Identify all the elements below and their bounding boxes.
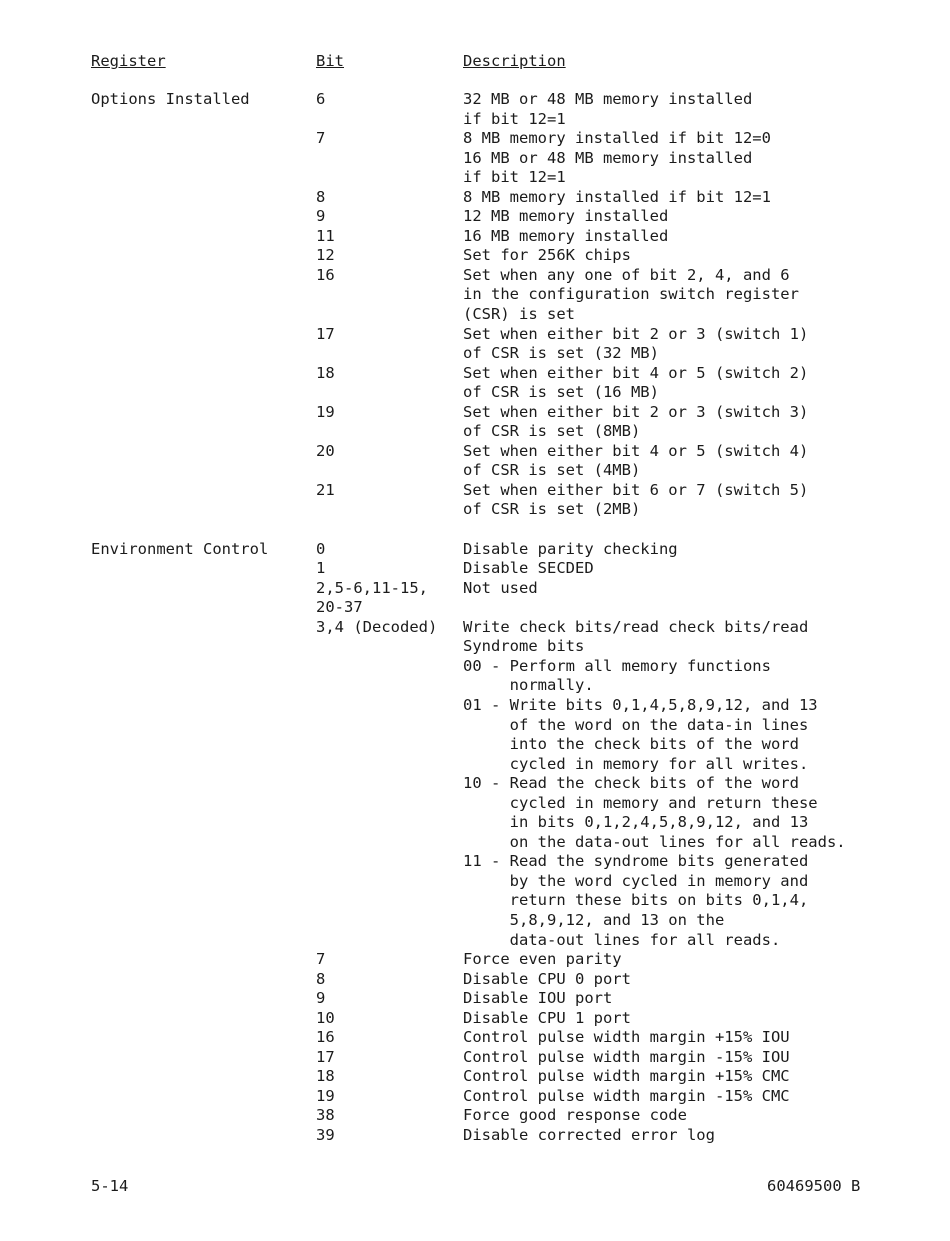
description-cell: Control pulse width margin +15% CMC <box>463 1067 790 1086</box>
description-cell: cycled in memory and return these <box>463 793 818 812</box>
bit-cell: 39 <box>316 1125 335 1144</box>
table-row <box>0 1106 950 1126</box>
description-cell: Set when either bit 4 or 5 (switch 2) <box>463 363 809 382</box>
description-cell: Control pulse width margin -15% CMC <box>463 1086 790 1105</box>
description-cell: data-out lines for all reads. <box>463 930 781 949</box>
register-cell: Environment Control <box>91 539 269 558</box>
page-number: 5-14 <box>91 1177 129 1195</box>
description-cell: cycled in memory for all writes. <box>463 754 809 773</box>
description-cell: Disable corrected error log <box>463 1125 715 1144</box>
description-cell: by the word cycled in memory and <box>463 871 809 890</box>
bit-cell: 3,4 (Decoded) <box>316 617 438 636</box>
description-header: Description <box>463 52 566 70</box>
bit-cell: 9 <box>316 989 326 1008</box>
description-cell: if bit 12=1 <box>463 168 566 187</box>
table-row <box>0 716 950 736</box>
bit-cell: 11 <box>316 226 335 245</box>
register-cell: Options Installed <box>91 90 250 108</box>
bit-cell: 20 <box>316 441 335 460</box>
description-cell: of CSR is set (8MB) <box>463 422 641 441</box>
bit-cell: 8 <box>316 969 326 988</box>
table-row <box>0 676 950 696</box>
description-cell: (CSR) is set <box>463 305 575 324</box>
table-row <box>0 129 950 149</box>
description-cell: Set for 256K chips <box>463 246 631 265</box>
description-cell: Control pulse width margin +15% IOU <box>463 1028 790 1047</box>
table-row <box>0 657 950 677</box>
table-row <box>0 207 950 227</box>
description-cell: Control pulse width margin -15% IOU <box>463 1047 790 1066</box>
description-cell: Disable IOU port <box>463 989 613 1008</box>
description-cell: Set when either bit 2 or 3 (switch 3) <box>463 402 809 421</box>
description-cell: return these bits on bits 0,1,4, <box>463 891 809 910</box>
description-cell: 10 - Read the check bits of the word <box>463 774 799 793</box>
table-row <box>0 833 950 853</box>
bit-cell: 0 <box>316 539 326 558</box>
register-table <box>0 90 950 1146</box>
table-row <box>0 813 950 833</box>
bit-cell: 2,5-6,11-15, <box>316 578 428 597</box>
description-cell: of CSR is set (32 MB) <box>463 344 659 363</box>
bit-cell: 16 <box>316 265 335 284</box>
document-number: 60469500 B <box>767 1177 861 1195</box>
description-cell: 8 MB memory installed if bit 12=1 <box>463 187 771 206</box>
table-row <box>0 637 950 657</box>
table-row <box>0 1009 950 1029</box>
table-row <box>0 794 950 814</box>
bit-cell: 18 <box>316 1067 335 1086</box>
description-cell: into the check bits of the word <box>463 735 799 754</box>
table-row <box>0 618 950 638</box>
table-row <box>0 1067 950 1087</box>
description-cell: 01 - Write bits 0,1,4,5,8,9,12, and 13 <box>463 695 818 714</box>
description-cell: Set when either bit 2 or 3 (switch 1) <box>463 324 809 343</box>
bit-cell: 16 <box>316 1028 335 1047</box>
bit-cell: 7 <box>316 950 326 969</box>
table-row <box>0 1048 950 1068</box>
description-cell: Disable SECDED <box>463 559 594 578</box>
description-cell: 8 MB memory installed if bit 12=0 <box>463 129 771 148</box>
table-row <box>0 735 950 755</box>
table-row <box>0 90 950 110</box>
description-cell: if bit 12=1 <box>463 109 566 128</box>
bit-cell: 12 <box>316 246 335 265</box>
table-row <box>0 1087 950 1107</box>
table-row <box>0 540 950 560</box>
description-cell: Set when any one of bit 2, 4, and 6 <box>463 265 790 284</box>
table-row <box>0 442 950 462</box>
description-cell: of the word on the data-in lines <box>463 715 809 734</box>
table-row <box>0 168 950 188</box>
bit-cell: 17 <box>316 1047 335 1066</box>
description-cell: Force even parity <box>463 950 622 969</box>
bit-header: Bit <box>316 52 344 70</box>
table-row <box>0 1126 950 1146</box>
description-cell: normally. <box>463 676 594 695</box>
description-cell: Set when either bit 6 or 7 (switch 5) <box>463 480 809 499</box>
table-row <box>0 989 950 1009</box>
table-row <box>0 403 950 423</box>
table-row <box>0 305 950 325</box>
table-row <box>0 520 950 540</box>
table-row <box>0 774 950 794</box>
bit-cell: 8 <box>316 187 326 206</box>
description-cell: on the data-out lines for all reads. <box>463 832 846 851</box>
description-cell: Force good response code <box>463 1106 687 1125</box>
bit-cell: 19 <box>316 1086 335 1105</box>
table-row <box>0 579 950 599</box>
description-cell: Write check bits/read check bits/read <box>463 617 809 636</box>
description-cell: 16 MB memory installed <box>463 226 669 245</box>
table-row <box>0 481 950 501</box>
table-row <box>0 1028 950 1048</box>
table-row <box>0 422 950 442</box>
description-cell: 12 MB memory installed <box>463 207 669 226</box>
description-cell: 32 MB or 48 MB memory installed <box>463 90 753 108</box>
table-row <box>0 364 950 384</box>
table-row <box>0 559 950 579</box>
table-row <box>0 227 950 247</box>
table-row <box>0 285 950 305</box>
table-row <box>0 500 950 520</box>
table-row <box>0 852 950 872</box>
table-row <box>0 598 950 618</box>
table-row <box>0 950 950 970</box>
table-row <box>0 246 950 266</box>
bit-cell: 17 <box>316 324 335 343</box>
table-row <box>0 149 950 169</box>
bit-cell: 21 <box>316 480 335 499</box>
table-row <box>0 931 950 951</box>
bit-cell: 1 <box>316 559 326 578</box>
table-row <box>0 461 950 481</box>
table-row <box>0 344 950 364</box>
table-row <box>0 383 950 403</box>
bit-cell: 6 <box>316 90 326 108</box>
bit-cell: 38 <box>316 1106 335 1125</box>
description-cell: Disable parity checking <box>463 539 678 558</box>
register-header: Register <box>91 52 166 70</box>
description-cell: 11 - Read the syndrome bits generated <box>463 852 809 871</box>
description-cell: of CSR is set (4MB) <box>463 461 641 480</box>
description-cell: 00 - Perform all memory functions <box>463 656 771 675</box>
table-row <box>0 891 950 911</box>
description-cell: in the configuration switch register <box>463 285 799 304</box>
column-headers <box>0 52 950 72</box>
table-row <box>0 872 950 892</box>
table-row <box>0 911 950 931</box>
table-row <box>0 970 950 990</box>
bit-cell: 20-37 <box>316 598 363 617</box>
bit-cell: 10 <box>316 1008 335 1027</box>
table-row <box>0 696 950 716</box>
table-row <box>0 188 950 208</box>
table-row <box>0 755 950 775</box>
table-row <box>0 266 950 286</box>
description-cell: of CSR is set (2MB) <box>463 500 641 519</box>
description-cell: in bits 0,1,2,4,5,8,9,12, and 13 <box>463 813 809 832</box>
bit-cell: 18 <box>316 363 335 382</box>
table-row <box>0 110 950 130</box>
description-cell: 16 MB or 48 MB memory installed <box>463 148 753 167</box>
bit-cell: 9 <box>316 207 326 226</box>
bit-cell: 7 <box>316 129 326 148</box>
description-cell: Disable CPU 0 port <box>463 969 631 988</box>
description-cell: 5,8,9,12, and 13 on the <box>463 910 725 929</box>
table-row <box>0 325 950 345</box>
description-cell: Disable CPU 1 port <box>463 1008 631 1027</box>
description-cell: Syndrome bits <box>463 637 585 656</box>
bit-cell: 19 <box>316 402 335 421</box>
description-cell: Set when either bit 4 or 5 (switch 4) <box>463 441 809 460</box>
description-cell: Not used <box>463 578 538 597</box>
description-cell: of CSR is set (16 MB) <box>463 383 659 402</box>
